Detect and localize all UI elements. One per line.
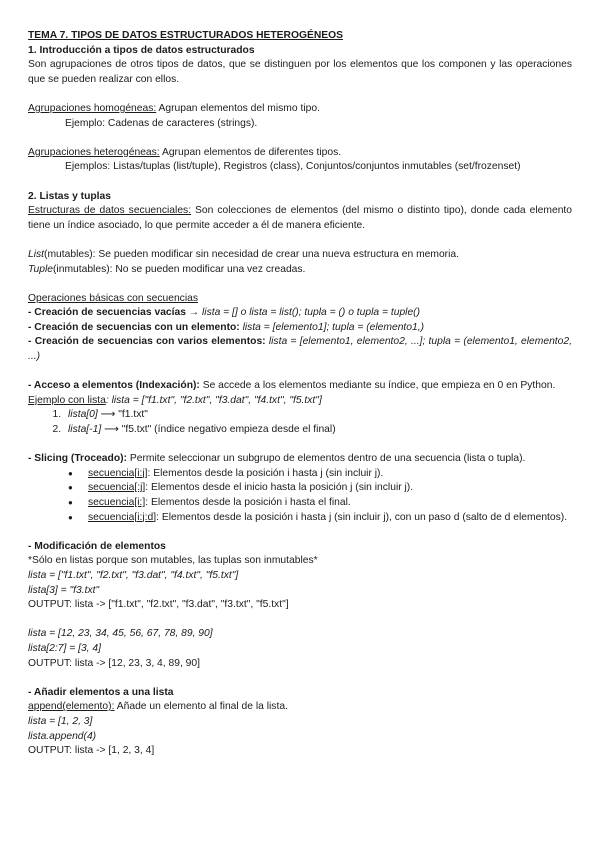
list-item: ● secuencia[i:]: Elementos desde la posición i hasta el final. [74,496,572,511]
output-line: OUTPUT: lista -> ["f1.txt", "f2.txt", "f3.dat", "f3.txt", "f5.txt"] [28,599,289,611]
operations-heading: Operaciones básicas con secuencias [28,292,198,304]
modification-heading: - Modificación de elementos [28,540,166,552]
list-item: ● secuencia[:j]: Elementos desde el inicio hasta la posición j (sin incluir j). [74,481,572,496]
code-line: lista = [1, 2, 3] [28,715,93,727]
list-item: ● secuencia[i:j:d]: Elementos desde la posición i hasta j (sin incluir j), con un paso d (salto de d elementos). [74,511,572,526]
slicing-definition: - Slicing (Troceado): Permite seleccionar un subgrupo de elementos dentro de una secuencia (lista o tupla). [28,453,526,465]
op-single-element: - Creación de secuencias con un elemento: lista = [elemento1]; tupla = (elemento1,) [28,321,425,333]
section-1-intro: Son agrupaciones de otros tipos de datos, que se distinguen por los elementos que los componen y las operaciones que se pueden realizar con ellos. [28,59,572,85]
code-line: lista.append(4) [28,730,97,742]
output-line: OUTPUT: lista -> [1, 2, 3, 4] [28,745,155,757]
append-definition: append(elemento): Añade un elemento al final de la lista. [28,701,288,713]
homogeneous-label: Agrupaciones homogéneas: [28,102,157,114]
heterogeneous-label: Agrupaciones heterogéneas: [28,146,160,158]
code-line: lista[3] = "f3.txt" [28,584,100,596]
tuple-definition: Tuple(inmutables): No se pueden modificar una vez creadas. [28,263,306,275]
add-elements-heading: - Añadir elementos a una lista [28,686,174,698]
section-1-heading: 1. Introducción a tipos de datos estructurados [28,44,255,56]
output-line: OUTPUT: lista -> [12, 23, 3, 4, 89, 90] [28,657,200,669]
homogeneous-example: Ejemplo: Cadenas de caracteres (strings). [65,117,258,129]
section-2-heading: 2. Listas y tuplas [28,190,111,202]
op-multiple-elements: - Creación de secuencias con varios elementos: lista = [elemento1, elemento2, ...]; tupla = (elemento1, elemento2, ...) [28,336,572,363]
sequential-definition: Estructuras de datos secuenciales: Son colecciones de elementos (del mismo o distinto tipo), donde cada elemento tiene un índice asociado, lo que permite acceder a él de manera eficiente. [28,205,573,231]
indexing-example: Ejemplo con lista: lista = ["f1.txt", "f2.txt", "f3.dat", "f4.txt", "f5.txt"] [28,394,322,406]
op-empty-sequences: - Creación de secuencias vacías → lista = [] o lista = list(); tupla = () o tupla = tuple() [28,307,421,319]
homogeneous-definition: Agrupaciones homogéneas: Agrupan elementos del mismo tipo. [28,102,320,114]
code-line: lista = [12, 23, 34, 45, 56, 67, 78, 89, 90] [28,628,213,640]
document-title: TEMA 7. TIPOS DE DATOS ESTRUCTURADOS HETEROGÉNEOS [28,30,344,41]
indexing-list [28,408,572,437]
code-line: lista = ["f1.txt", "f2.txt", "f3.dat", "f4.txt", "f5.txt"] [28,569,239,581]
slicing-list [28,467,572,525]
list-item: ● secuencia[i:j]: Elementos desde la posición i hasta j (sin incluir j). [74,467,572,482]
heterogeneous-definition: Agrupaciones heterogéneas: Agrupan elementos de diferentes tipos. [28,146,342,158]
modification-note: *Sólo en listas porque son mutables, las tuplas son inmutables* [28,555,318,567]
list-definition: List(mutables): Se pueden modificar sin necesidad de crear una nueva estructura en memoria. [28,248,459,260]
indexing-definition: - Acceso a elementos (Indexación): Se accede a los elementos mediante su índice, que empieza en 0 en Python. [28,380,556,392]
document-page [28,29,572,759]
list-item: 1. lista[0] ⟶ "f1.txt" [64,408,572,423]
heterogeneous-example: Ejemplos: Listas/tuplas (list/tuple), Registros (class), Conjuntos/conjuntos inmutables (set/frozenset) [65,161,521,173]
code-line: lista[2:7] = [3, 4] [28,642,101,654]
list-item: 2. lista[-1] ⟶ "f5.txt" (índice negativo empieza desde el final) [64,423,572,438]
